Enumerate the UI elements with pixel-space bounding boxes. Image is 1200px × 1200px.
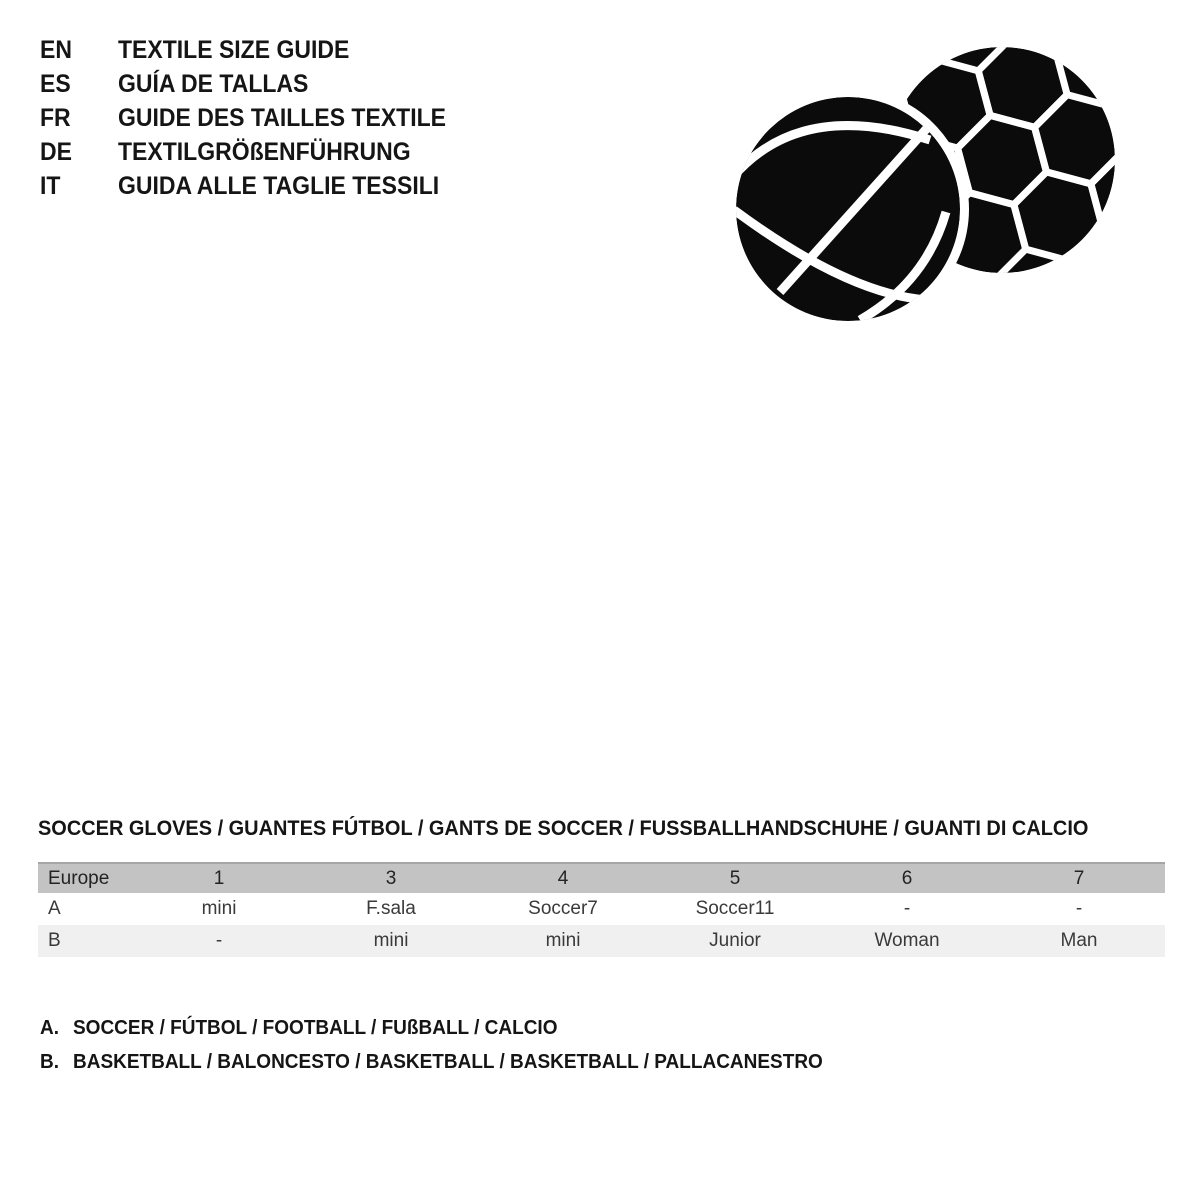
language-code: IT (40, 171, 61, 200)
language-label: TEXTILE SIZE GUIDE (118, 35, 350, 64)
table-cell: Soccer7 (528, 898, 598, 919)
table-header-cell: 1 (213, 867, 225, 889)
table-cell: F.sala (366, 898, 416, 919)
table-row (38, 893, 1165, 925)
language-code: EN (40, 35, 72, 64)
legend-code: B. (40, 1050, 59, 1073)
table-cell: Junior (709, 930, 761, 951)
table-header-cell: 3 (385, 867, 397, 889)
legend-code: A. (40, 1016, 59, 1039)
table-header-row (38, 862, 1165, 893)
language-code: DE (40, 137, 72, 166)
language-row (40, 169, 475, 203)
basketball-and-soccer-ball-icon (730, 40, 1120, 352)
legend-label: BASKETBALL / BALONCESTO / BASKETBALL / BASKETBALL / PALLACANESTRO (73, 1050, 823, 1073)
table-row-label: A (48, 898, 61, 919)
size-table (38, 862, 1165, 957)
language-row (40, 33, 475, 67)
table-header-cell: 6 (901, 867, 913, 889)
language-label: GUÍA DE TALLAS (118, 69, 309, 98)
legend-row (40, 1011, 862, 1045)
language-code: ES (40, 69, 71, 98)
language-label: TEXTILGRÖßENFÜHRUNG (118, 137, 411, 166)
legend-row (40, 1045, 862, 1079)
table-cell: mini (373, 930, 409, 951)
table-cell: - (1075, 898, 1083, 919)
language-row (40, 135, 475, 169)
language-title-list (40, 33, 475, 203)
table-cell: - (215, 930, 223, 951)
table-cell: Soccer11 (695, 898, 775, 919)
table-title (38, 817, 1144, 841)
language-code: FR (40, 103, 71, 132)
language-row (40, 67, 475, 101)
table-cell: mini (545, 930, 581, 951)
table-row (38, 925, 1165, 957)
table-header-cell: 5 (729, 867, 741, 889)
table-cell: mini (201, 898, 237, 919)
basketball-icon (730, 88, 969, 330)
table-cell: - (903, 898, 911, 919)
legend-list (40, 1011, 862, 1079)
table-cell: Man (1060, 930, 1098, 951)
table-row-label: B (48, 930, 61, 951)
table-title-text: SOCCER GLOVES / GUANTES FÚTBOL / GANTS DE SOCCER / FUSSBALLHANDSCHUHE / GUANTI DI CALCIO (38, 817, 1089, 840)
language-row (40, 101, 475, 135)
language-label: GUIDE DES TAILLES TEXTILE (118, 103, 446, 132)
table-cell: Woman (874, 930, 940, 951)
table-header-cell: Europe (48, 867, 110, 889)
language-label: GUIDA ALLE TAGLIE TESSILI (118, 171, 440, 200)
table-header-cell: 4 (557, 867, 569, 889)
legend-label: SOCCER / FÚTBOL / FOOTBALL / FUßBALL / CALCIO (73, 1016, 558, 1039)
table-header-cell: 7 (1073, 867, 1085, 889)
